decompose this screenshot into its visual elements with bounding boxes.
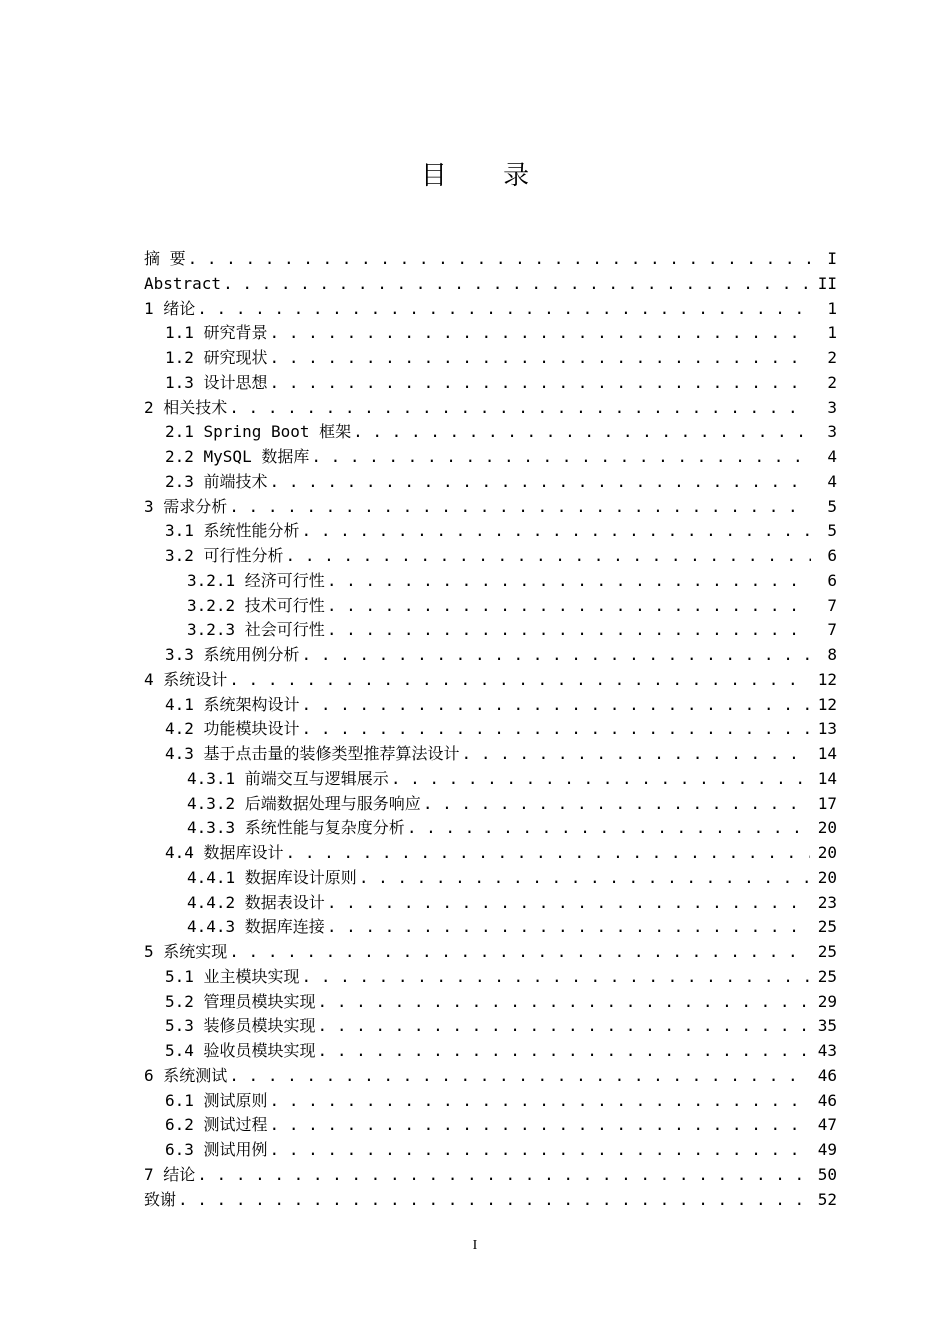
toc-entry[interactable] xyxy=(144,618,837,643)
dot-leader xyxy=(327,915,810,940)
dot-leader xyxy=(407,816,810,841)
toc-entry-page: 23 xyxy=(817,892,837,912)
toc-entry-label: 3.3 系统用例分析 xyxy=(165,645,300,664)
toc-entry-label: 1 绪论 xyxy=(144,298,196,318)
toc-entry-page: 12 xyxy=(817,669,837,689)
dot-leader xyxy=(302,717,810,742)
toc-entry-page: I xyxy=(827,249,837,268)
toc-entry-label: 2.1 Spring Boot 框架 xyxy=(165,422,352,442)
toc-entry[interactable] xyxy=(144,668,837,693)
toc-entry-page: 4 xyxy=(827,471,837,491)
dot-leader xyxy=(302,643,811,668)
toc-entry[interactable] xyxy=(144,990,837,1015)
toc-entry-label: 7 结论 xyxy=(144,1164,196,1184)
toc-entry[interactable] xyxy=(144,891,837,916)
toc-entry-label: 2 相关技术 xyxy=(144,397,228,417)
dot-leader xyxy=(229,396,811,421)
toc-entry-page: 14 xyxy=(817,768,837,788)
toc-entry[interactable] xyxy=(144,1089,837,1114)
dot-leader xyxy=(270,1113,810,1138)
dot-leader xyxy=(197,297,811,322)
toc-entry[interactable] xyxy=(144,519,837,544)
toc-entry-label: 3.1 系统性能分析 xyxy=(165,521,300,541)
toc-entry-page: 14 xyxy=(817,744,837,763)
toc-entry-page: 20 xyxy=(817,843,837,862)
toc-entry-page: 25 xyxy=(817,942,837,961)
toc-entry-page: 1 xyxy=(827,298,837,318)
toc-entry-label: 3.2.2 技术可行性 xyxy=(187,595,325,615)
toc-entry[interactable] xyxy=(144,247,837,272)
dot-leader xyxy=(286,544,811,569)
toc-entry[interactable] xyxy=(144,321,837,346)
toc-entry-label: 2.3 前端技术 xyxy=(165,471,268,491)
toc-entry[interactable] xyxy=(144,940,837,965)
toc-entry-label: 3.2 可行性分析 xyxy=(165,546,284,565)
toc-entry[interactable] xyxy=(144,371,837,396)
toc-entry[interactable] xyxy=(144,544,837,569)
toc-entry-label: 3.2.3 社会可行性 xyxy=(187,620,325,640)
dot-leader xyxy=(270,371,811,396)
dot-leader xyxy=(318,1014,810,1039)
toc-entry-label: 摘 要 xyxy=(144,249,186,268)
toc-entry-label: 1.3 设计思想 xyxy=(165,372,268,392)
toc-entry-page: 5 xyxy=(827,496,837,516)
toc-entry[interactable] xyxy=(144,1113,837,1138)
toc-entry[interactable] xyxy=(144,1014,837,1039)
dot-leader xyxy=(318,990,810,1015)
toc-entry-label: 4 系统设计 xyxy=(144,669,228,689)
toc-entry-label: 1.2 研究现状 xyxy=(165,348,268,367)
toc-entry-label: 4.3.3 系统性能与复杂度分析 xyxy=(187,818,405,838)
dot-leader xyxy=(302,693,810,718)
toc-entry-page: 49 xyxy=(817,1140,837,1159)
toc-entry[interactable] xyxy=(144,1039,837,1064)
toc-entry-label: 6.3 测试用例 xyxy=(165,1140,268,1159)
toc-entry[interactable] xyxy=(144,420,837,445)
toc-entry-page: 12 xyxy=(817,694,837,714)
dot-leader xyxy=(223,272,810,297)
dot-leader xyxy=(318,1039,810,1064)
toc-entry-page: 6 xyxy=(827,546,837,565)
toc-entry-label: 5.3 装修员模块实现 xyxy=(165,1016,316,1036)
toc-entry[interactable] xyxy=(144,594,837,619)
toc-entry[interactable] xyxy=(144,396,837,421)
dot-leader xyxy=(229,1064,809,1089)
toc-entry[interactable] xyxy=(144,297,837,322)
toc-entry-page: 25 xyxy=(817,917,837,937)
toc-entry-label: 4.3.2 后端数据处理与服务响应 xyxy=(187,793,421,813)
toc-entry-label: 4.4.3 数据库连接 xyxy=(187,917,325,937)
dot-leader xyxy=(327,569,811,594)
dot-leader xyxy=(286,841,810,866)
toc-entry-page: 4 xyxy=(827,447,837,466)
toc-entry-label: 4.4 数据库设计 xyxy=(165,843,284,862)
dot-leader xyxy=(353,420,811,445)
toc-entry-page: 2 xyxy=(827,348,837,367)
toc-entry-label: 6.1 测试原则 xyxy=(165,1090,268,1110)
toc-entry[interactable] xyxy=(144,569,837,594)
toc-entry-label: 4.3 基于点击量的装修类型推荐算法设计 xyxy=(165,744,460,763)
toc-entry[interactable] xyxy=(144,1138,837,1163)
toc-entry-page: 3 xyxy=(827,422,837,442)
toc-entry[interactable] xyxy=(144,272,837,297)
dot-leader xyxy=(270,470,811,495)
dot-leader xyxy=(391,767,810,792)
toc-entry[interactable] xyxy=(144,495,837,520)
toc-entry-page: 20 xyxy=(817,818,837,838)
toc-entry-label: 2.2 MySQL 数据库 xyxy=(165,447,310,466)
toc-entry[interactable] xyxy=(144,742,837,767)
toc-entry[interactable] xyxy=(144,1064,837,1089)
dot-leader xyxy=(302,965,810,990)
toc-entry-page: 43 xyxy=(817,1041,837,1060)
toc-entry-label: 致谢 xyxy=(144,1189,177,1209)
toc-entry-page: 3 xyxy=(827,397,837,417)
toc-entry-label: 4.4.2 数据表设计 xyxy=(187,892,325,912)
dot-leader xyxy=(327,618,811,643)
toc-entry[interactable] xyxy=(144,767,837,792)
toc-entry-label: 1.1 研究背景 xyxy=(165,323,268,343)
toc-entry-page: 6 xyxy=(827,570,837,590)
toc-entry-label: 5.2 管理员模块实现 xyxy=(165,991,316,1011)
toc-entry[interactable] xyxy=(144,792,837,817)
dot-leader xyxy=(270,1089,810,1114)
toc-entry-label: 4.1 系统架构设计 xyxy=(165,694,300,714)
toc-entry-page: 5 xyxy=(827,521,837,541)
page-title: 目 录 xyxy=(420,161,554,191)
toc-entry-page: 20 xyxy=(817,867,837,887)
toc-entry[interactable] xyxy=(144,445,837,470)
toc-entry-page: 2 xyxy=(827,372,837,392)
toc-entry-page: 46 xyxy=(817,1090,837,1110)
toc-entry-label: 5 系统实现 xyxy=(144,942,228,961)
toc-entry-label: 4.3.1 前端交互与逻辑展示 xyxy=(187,768,389,788)
toc-entry-label: Abstract xyxy=(144,273,222,293)
toc-entry-page: 52 xyxy=(817,1189,837,1209)
dot-leader xyxy=(229,495,811,520)
toc-entry-page: 7 xyxy=(827,620,837,640)
toc-entry[interactable] xyxy=(144,841,837,866)
toc-entry[interactable] xyxy=(144,816,837,841)
dot-leader xyxy=(178,1188,810,1213)
toc-entry[interactable] xyxy=(144,643,837,668)
toc-entry[interactable] xyxy=(144,1188,837,1213)
toc-entry-label: 5.1 业主模块实现 xyxy=(165,966,300,986)
toc-entry-label: 6.2 测试过程 xyxy=(165,1115,268,1135)
dot-leader xyxy=(229,940,809,965)
toc-entry-label: 6 系统测试 xyxy=(144,1065,228,1085)
toc-entry-page: 8 xyxy=(827,645,837,664)
toc-entry-page: 25 xyxy=(817,966,837,986)
dot-leader xyxy=(327,594,811,619)
toc-entry-label: 3 需求分析 xyxy=(144,496,228,516)
page-number: I xyxy=(472,1238,478,1253)
toc-entry-label: 4.4.1 数据库设计原则 xyxy=(187,867,357,887)
dot-leader xyxy=(423,792,810,817)
toc-entry[interactable] xyxy=(144,915,837,940)
toc-entry[interactable] xyxy=(144,866,837,891)
toc-entry[interactable] xyxy=(144,693,837,718)
toc-entry-page: 13 xyxy=(817,719,837,739)
toc-entry-page: 17 xyxy=(817,793,837,813)
dot-leader xyxy=(302,519,811,544)
dot-leader xyxy=(359,866,810,891)
toc-entry[interactable] xyxy=(144,965,837,990)
table-of-contents xyxy=(144,247,837,1212)
toc-entry[interactable] xyxy=(144,1163,837,1188)
dot-leader xyxy=(311,445,811,470)
toc-entry-page: 1 xyxy=(827,323,837,343)
dot-leader xyxy=(270,346,811,371)
toc-entry-label: 5.4 验收员模块实现 xyxy=(165,1041,316,1060)
toc-entry-label: 3.2.1 经济可行性 xyxy=(187,570,325,590)
toc-entry[interactable] xyxy=(144,346,837,371)
dot-leader xyxy=(188,247,811,272)
toc-entry-page: 7 xyxy=(827,595,837,615)
toc-entry-page: 35 xyxy=(817,1016,837,1036)
toc-entry-page: 46 xyxy=(817,1065,837,1085)
toc-entry-label: 4.2 功能模块设计 xyxy=(165,719,300,739)
dot-leader xyxy=(229,668,809,693)
toc-entry-page: 29 xyxy=(817,991,837,1011)
toc-entry-page: II xyxy=(817,273,837,293)
dot-leader xyxy=(462,742,810,767)
toc-entry-page: 47 xyxy=(817,1115,837,1135)
toc-entry-page: 50 xyxy=(817,1164,837,1184)
dot-leader xyxy=(197,1163,809,1188)
toc-entry[interactable] xyxy=(144,717,837,742)
dot-leader xyxy=(327,891,810,916)
dot-leader xyxy=(270,321,811,346)
dot-leader xyxy=(270,1138,810,1163)
toc-entry[interactable] xyxy=(144,470,837,495)
